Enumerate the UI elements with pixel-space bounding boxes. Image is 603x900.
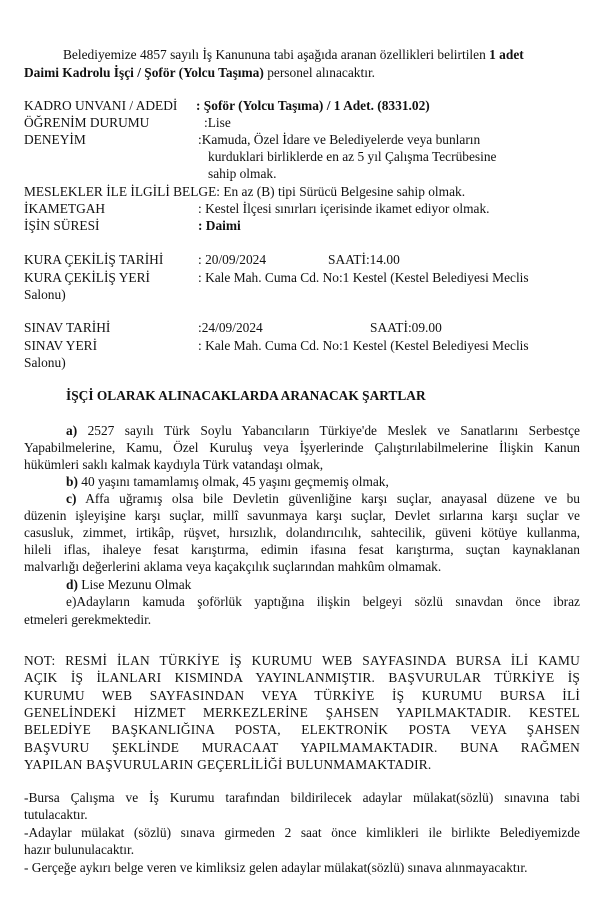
condition-c-line-5: malvarlığı değerlerini aklama veya kaçakçılık suçlarından mahkûm olmamak. <box>24 559 442 574</box>
condition-c-label: c) <box>66 491 77 506</box>
field-ogrenim-value: :Lise <box>204 115 231 130</box>
sinav-yer-cont: Salonu) <box>24 355 66 370</box>
field-deneyim-value-3: sahip olmak. <box>208 166 277 181</box>
condition-d-label: d) <box>66 577 78 592</box>
conditions-heading: İŞÇİ OLARAK ALINACAKLARDA ARANACAK ŞARTLAR <box>66 388 426 403</box>
kura-tarih-value: : 20/09/2024 <box>198 252 267 267</box>
condition-c-line-4: hileli iflas, ihaleye fesat karıştırma, edimin ifasına fesat karıştırma, suçtan kaynaklanan <box>24 542 580 557</box>
field-deneyim-value-1: :Kamuda, Özel İdare ve Belediyelerde veya bunların <box>198 132 481 147</box>
kura-saat: SAATİ:14.00 <box>328 252 400 267</box>
note-line-6: BAŞVURU ŞEKLİNDE MURACAAT YAPILMAMAKTADIR. BUNA RAĞMEN <box>24 740 580 755</box>
kura-tarih-label: KURA ÇEKİLİŞ TARİHİ <box>24 252 164 267</box>
field-kadro-value: : Şoför (Yolcu Taşıma) / 1 Adet. (8331.02) <box>196 98 430 113</box>
field-ikamet-value: : Kestel İlçesi sınırları içerisinde ikamet ediyor olmak. <box>198 201 490 216</box>
note-line-5: BELEDİYE BAŞKANLIĞINA POSTA, ELEKTRONİK POSTA VEYA ŞAHSEN <box>24 722 580 737</box>
condition-c-text-1: Affa uğramış olsa bile Devletin güvenliğine karşı suçlar, anayasal düzene ve bu <box>85 491 581 506</box>
intro-line-1 <box>63 47 524 63</box>
note-line-4: GENELİNDEKİ HİZMET MERKEZLERİNE ŞAHSEN YAPILMAKTADIR. KESTEL <box>24 705 580 720</box>
condition-a-line-2: Yapabilmelerine, Kamu, Özel Kuruluş veya İşyerlerinde Çalıştırılabilmelerine İlişkin Kanun <box>24 440 580 455</box>
condition-d <box>66 577 191 593</box>
sinav-yer-label: SINAV YERİ <box>24 338 98 353</box>
field-ikamet-label: İKAMETGAH <box>24 201 106 216</box>
condition-b-label: b) <box>66 474 78 489</box>
condition-a-line-3: hükümleri saklı kalmak kaydıyla Türk vatandaşı olmak, <box>24 457 324 472</box>
condition-e-line-1: e)Adayların kamuda şoförlük yaptığına ilişkin belgeyi sözlü sınavdan önce ibraz <box>66 594 580 609</box>
condition-d-text: Lise Mezunu Olmak <box>81 577 192 592</box>
condition-b <box>66 474 389 490</box>
condition-c-line-1 <box>66 491 580 507</box>
intro-count: 1 adet <box>489 47 524 62</box>
condition-c-line-3: casusluk, zimmet, irtikâp, rüşvet, hırsızlık, dolandırıcılık, sahtecilik, güveni kötüye kullanma, <box>24 525 580 540</box>
footer-line-2b: hazır bulunulacaktır. <box>24 842 135 857</box>
kura-yer-value: : Kale Mah. Cuma Cd. No:1 Kestel (Kestel Belediyesi Meclis <box>198 270 529 285</box>
field-ogrenim-label: ÖĞRENİM DURUMU <box>24 115 150 130</box>
field-isin-value: : Daimi <box>198 218 241 233</box>
condition-a-line-1 <box>66 423 580 439</box>
footer-line-1b: tutulacaktır. <box>24 807 88 822</box>
sinav-tarih-label: SINAV TARİHİ <box>24 320 111 335</box>
footer-line-1a: -Bursa Çalışma ve İş Kurumu tarafından bildirilecek adaylar mülakat(sözlü) sınavına tabi <box>24 790 580 805</box>
intro-text-end: personel alınacaktır. <box>267 65 376 80</box>
note-line-3: KURUMU WEB SAYFASINDAN VEYA TÜRKİYE İŞ KURUMU BURSA İLİ <box>24 688 580 703</box>
condition-a-text-1: 2527 sayılı Türk Soylu Yabancıların Türkiye'de Meslek ve Sanatlarını Serbestçe <box>87 423 580 438</box>
sinav-saat: SAATİ:09.00 <box>370 320 442 335</box>
field-deneyim-label: DENEYİM <box>24 132 86 147</box>
intro-text: Belediyemize 4857 sayılı İş Kanununa tabi aşağıda aranan özellikleri belirtilen <box>63 47 486 62</box>
field-meslek: MESLEKLER İLE İLGİLİ BELGE: En az (B) tipi Sürücü Belgesine sahip olmak. <box>24 184 466 199</box>
kura-yer-label: KURA ÇEKİLİŞ YERİ <box>24 270 150 285</box>
note-line-7: YAPILAN BAŞVURULARIN GEÇERLİLİĞİ BULUNMAMAKTADIR. <box>24 757 432 772</box>
sinav-yer-value: : Kale Mah. Cuma Cd. No:1 Kestel (Kestel Belediyesi Meclis <box>198 338 529 353</box>
intro-line-2 <box>24 65 375 81</box>
condition-c-line-2: düzenin işleyişine karşı suçlar, millî savunmaya karşı suçlar, Devlet sırlarına karşı suçlar ve <box>24 508 580 523</box>
condition-e-line-2: etmeleri gerekmektedir. <box>24 612 152 627</box>
note-line-2: AÇIK İŞ İLANLARI KISMINDA YAYINLANMIŞTIR. BAŞVURULAR TÜRKİYE İŞ <box>24 670 580 685</box>
sinav-tarih-value: :24/09/2024 <box>198 320 263 335</box>
condition-a-label: a) <box>66 423 78 438</box>
field-isin-label: İŞİN SÜRESİ <box>24 218 100 233</box>
footer-line-3: - Gerçeğe aykırı belge veren ve kimliksiz gelen adaylar mülakat(sözlü) sınava alınmayacaktır. <box>24 860 528 875</box>
kura-yer-cont: Salonu) <box>24 287 66 302</box>
condition-b-text: 40 yaşını tamamlamış olmak, 45 yaşını geçmemiş olmak, <box>81 474 389 489</box>
field-deneyim-value-2: kurduklari birliklerde en az 5 yıl Çalışma Tecrübesine <box>208 149 497 164</box>
note-line-1: NOT: RESMİ İLAN TÜRKİYE İŞ KURUMU WEB SAYFASINDA BURSA İLİ KAMU <box>24 653 580 668</box>
footer-line-2a: -Adaylar mülakat (sözlü) sınava girmeden 2 saat önce kimlikleri ile birlikte Belediyemizde <box>24 825 580 840</box>
intro-position: Daimi Kadrolu İşçi / Şoför (Yolcu Taşıma) <box>24 65 264 80</box>
field-kadro-label: KADRO UNVANI / ADEDİ <box>24 98 178 113</box>
